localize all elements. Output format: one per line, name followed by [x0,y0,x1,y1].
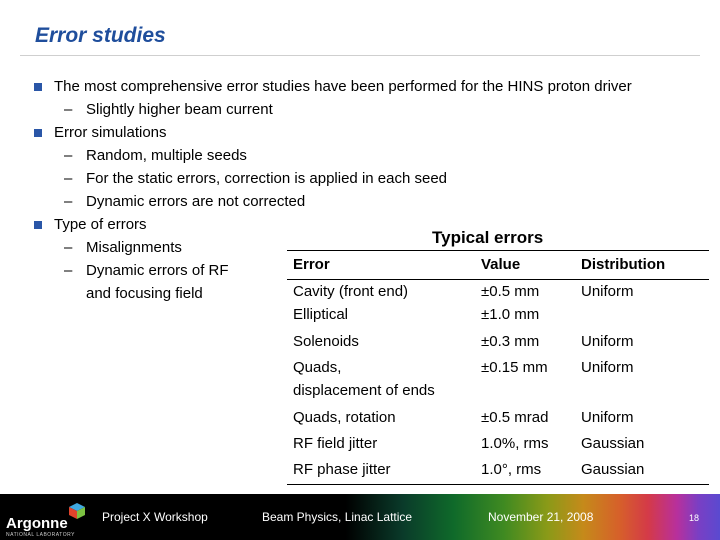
title-divider [20,55,700,56]
header-distribution: Distribution [575,251,709,280]
logo-subtext: NATIONAL LABORATORY [6,532,75,538]
dash-marker: – [64,193,73,210]
table-title: Typical errors [432,228,544,247]
footer-topic: Beam Physics, Linac Lattice [262,510,413,524]
dash-marker: – [64,101,73,118]
logo-cube-icon [68,502,86,520]
cell-value: ±0.5 mrad [481,409,549,426]
bullet-item: Type of errors [54,216,147,233]
sub-bullet-continuation: and focusing field [86,285,203,302]
cell-error: RF phase jitter [287,458,475,485]
cell-error: Quads, displacement of ends [293,359,435,399]
bullet-marker [34,221,42,229]
cell-error: RF field jitter [293,435,378,452]
table-row [287,280,709,331]
sub-bullet-item: For the static errors, correction is applied in each seed [86,170,448,187]
cell-value: 1.0%, rms [481,435,549,452]
logo-text: Argonne [6,515,68,532]
cell-distribution: Gaussian [581,435,645,452]
dash-marker: – [64,147,73,164]
page-number: 18 [689,513,700,523]
table-row [287,356,709,406]
table-row [287,458,709,485]
sub-bullet-item: Slightly higher beam current [86,101,273,118]
cell-error: Quads, rotation [293,409,396,426]
bullet-marker [34,129,42,137]
cell-error: Solenoids [293,333,359,350]
sub-bullet-item: Dynamic errors of RF [86,262,229,279]
footer-event: Project X Workshop [102,510,208,524]
dash-marker: – [64,262,73,279]
cell-value: ±0.5 mm ±1.0 mm [481,283,540,323]
argonne-logo [6,505,94,537]
cell-distribution: Uniform [581,283,634,300]
errors-table [287,250,709,485]
cell-distribution: Gaussian [575,458,709,485]
table-header-row [287,251,709,280]
slide-title: Error studies [35,24,166,47]
cell-value: ±0.15 mm [481,359,548,376]
cell-distribution: Uniform [581,409,634,426]
table-row [287,432,709,458]
cell-distribution: Uniform [581,359,634,376]
cell-distribution: Uniform [581,333,634,350]
cell-value: 1.0°, rms [475,458,575,485]
footer-date: November 21, 2008 [488,510,594,524]
sub-bullet-item: Dynamic errors are not corrected [86,193,306,210]
cell-error: Cavity (front end) Elliptical [293,283,409,323]
cell-value: ±0.3 mm [481,333,540,350]
bullet-marker [34,83,42,91]
dash-marker: – [64,239,73,256]
dash-marker: – [64,170,73,187]
bullet-item: Error simulations [54,124,167,141]
sub-bullet-item: Random, multiple seeds [86,147,247,164]
table-row [287,330,709,356]
header-error: Error [287,251,475,280]
header-value: Value [475,251,575,280]
table-row [287,406,709,432]
sub-bullet-item: Misalignments [86,239,182,256]
bullet-item: The most comprehensive error studies have been performed for the HINS proton driver [54,78,632,95]
